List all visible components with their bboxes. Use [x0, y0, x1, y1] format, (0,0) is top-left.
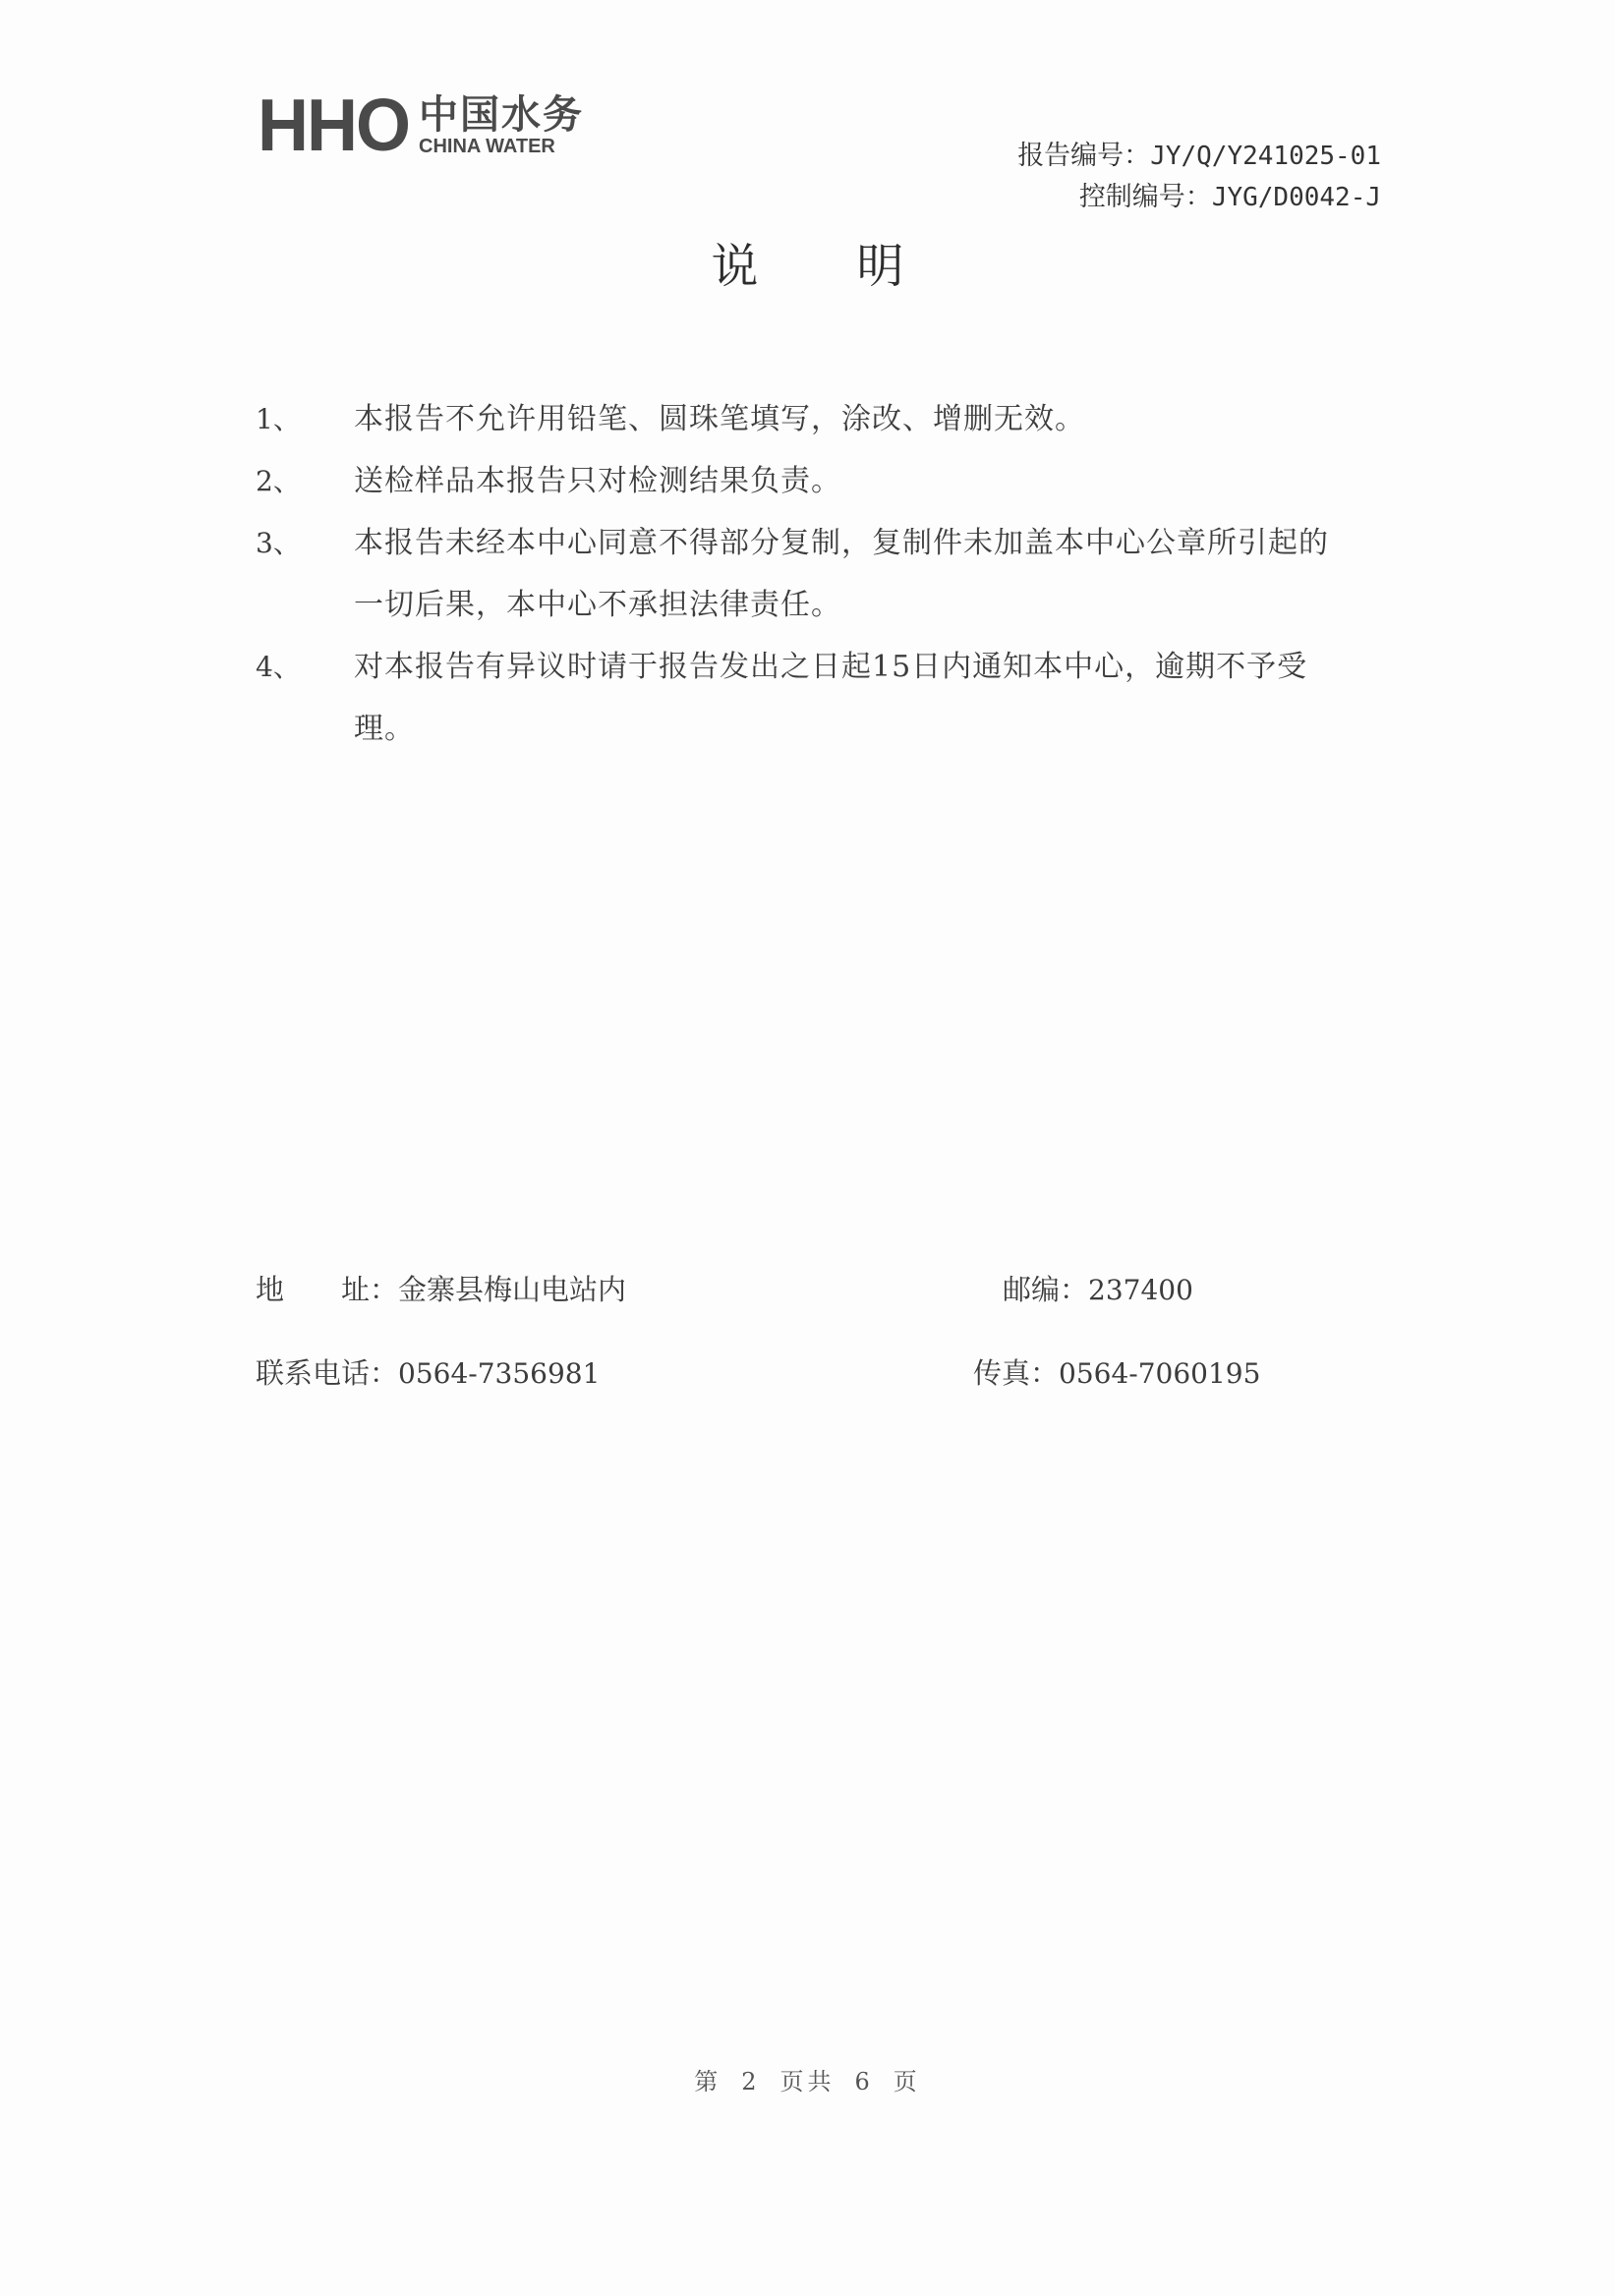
report-number: JY/Q/Y241025-01: [1150, 142, 1381, 171]
note-text-continuation: 一切后果，本中心不承担法律责任。: [354, 588, 841, 622]
note-number: 3、: [256, 527, 301, 559]
note-number: 2、: [256, 465, 301, 497]
current-page: 2: [741, 2068, 761, 2095]
page-footer-suffix: 页: [893, 2068, 921, 2095]
note-item: [256, 512, 1386, 574]
control-number-line: [1017, 177, 1381, 218]
total-pages: 6: [854, 2068, 874, 2095]
logo-mark: HHO: [258, 85, 409, 167]
notes-list: [256, 388, 1386, 760]
logo-english-name: CHINA WATER: [419, 136, 555, 157]
note-text: 本报告不允许用铅笔、圆珠笔填写，涂改、增删无效。: [354, 402, 1085, 436]
page-footer-middle: 页共: [779, 2068, 836, 2095]
fax-label: 传真：: [973, 1356, 1060, 1390]
note-text-continuation: 理。: [354, 712, 415, 746]
postcode-label: 邮编：: [1003, 1273, 1089, 1306]
address-value: 金寨县梅山电站内: [398, 1273, 627, 1306]
report-number-line: [1017, 136, 1381, 177]
logo-chinese-name: 中国水务: [419, 92, 584, 138]
company-logo: [258, 85, 584, 167]
page-title: 说明: [711, 239, 1003, 294]
note-item: [256, 636, 1386, 698]
fax-value: 0564-7060195: [1059, 1357, 1261, 1390]
postcode: [1003, 1268, 1193, 1308]
control-number-label: 控制编号：: [1078, 182, 1212, 212]
address-label: 地 址：: [256, 1273, 399, 1306]
control-number: JYG/D0042-J: [1211, 183, 1381, 212]
note-text: 送检样品本报告只对检测结果负责。: [354, 464, 841, 498]
phone: [256, 1351, 600, 1392]
note-item: [256, 388, 1386, 450]
logo-text: [419, 92, 584, 157]
note-number: 4、: [256, 651, 301, 683]
page-number-footer: [0, 2062, 1615, 2096]
address: [256, 1268, 626, 1308]
note-text: 对本报告有异议时请于报告发出之日起15日内通知本中心，逾期不予受: [354, 650, 1308, 684]
postcode-value: 237400: [1088, 1274, 1193, 1306]
phone-label: 联系电话：: [256, 1356, 399, 1390]
page-footer-prefix: 第: [694, 2068, 722, 2095]
report-codes: [1017, 136, 1381, 218]
note-number: 1、: [256, 403, 301, 435]
note-item: [256, 450, 1386, 512]
report-number-label: 报告编号：: [1017, 141, 1151, 171]
note-text: 本报告未经本中心同意不得部分复制，复制件未加盖本中心公章所引起的: [354, 526, 1329, 560]
fax: [973, 1351, 1260, 1392]
phone-value: 0564-7356981: [398, 1357, 601, 1390]
